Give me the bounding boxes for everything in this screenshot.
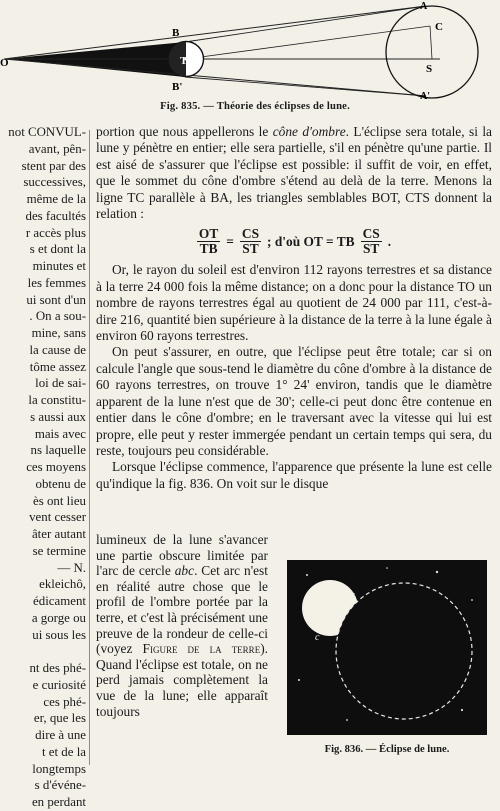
left-column-line: successives, xyxy=(23,175,86,190)
left-column-line: s et dont la xyxy=(29,242,86,257)
paragraph-5 xyxy=(96,532,268,719)
left-column-line: édicament xyxy=(33,594,86,608)
numerator: OT xyxy=(198,226,219,242)
left-column-line: — N. xyxy=(57,560,86,575)
left-column-line: la cause de xyxy=(29,342,86,357)
label-O: O xyxy=(0,57,9,69)
cross-reference: Figure de la terre xyxy=(142,641,261,657)
text-span: . Cet arc n'est en réalité autre chose que le profil de l'ombre portée par la terre, et c'est là précisément une preuve de la rondeur de celle-ci (voyez xyxy=(96,563,268,657)
left-column-line: la constitu- xyxy=(28,393,86,407)
left-column-line: a gorge ou xyxy=(31,610,86,625)
left-column-line: mais avec xyxy=(34,426,86,441)
label-b: b xyxy=(335,614,340,625)
left-column-line: t et de la xyxy=(41,744,86,759)
line-BA xyxy=(185,6,426,42)
numerator: CS xyxy=(241,226,260,242)
left-column-line: obtenu de xyxy=(35,476,86,491)
paragraph-4: Lorsque l'éclipse commence, l'apparence que présente la lune est celle qu'indique la fig. 836. On voit sur le disque xyxy=(96,459,492,491)
star xyxy=(471,599,473,601)
left-column-line: . On a sou- xyxy=(29,309,86,324)
figure-835-caption: Fig. 835. — Théorie des éclipses de lune. xyxy=(160,101,350,112)
earth-shadow xyxy=(336,583,472,719)
left-column-line: mine, sans xyxy=(31,326,86,340)
label-A-prime: A' xyxy=(420,91,430,102)
label-T: T xyxy=(180,55,188,67)
left-column-line: les femmes xyxy=(27,275,86,290)
text-span: . L'éclipse sera totale, si la lune y pénètre en entier; elle sera partielle, s'il en pénètre qu'une partie. Il est aisé de s'assurer que l'éclipse est possible: il suffit de voir, en effet, que le sommet du cône d'ombre s'étend au delà de la terre. Menons la ligne TC parallèle à BA, les triangles semblables BOT, CTS donnent la relation : xyxy=(96,124,492,222)
star xyxy=(386,567,388,569)
denominator: ST xyxy=(362,241,380,257)
left-column-line: tôme assez xyxy=(29,359,86,374)
line-BA-prime xyxy=(185,77,426,96)
line-CS xyxy=(430,26,432,59)
fraction-cs-st xyxy=(240,227,261,256)
star xyxy=(298,679,300,681)
emphasis-cone: cône d'ombre xyxy=(272,124,346,139)
star xyxy=(346,719,348,721)
left-column-line: se termine xyxy=(32,543,86,558)
left-column-line: vent cesser xyxy=(29,510,86,525)
narrow-column xyxy=(96,532,268,719)
left-column-line: minutes et xyxy=(32,259,86,273)
equation xyxy=(96,227,492,256)
left-column-line: s d'événe- xyxy=(34,778,86,793)
numerator: CS xyxy=(362,226,380,242)
left-column-line: er, que les xyxy=(33,711,86,726)
star xyxy=(306,574,308,576)
left-column-line: s aussi aux xyxy=(30,409,86,424)
fraction-cs-st-2 xyxy=(361,227,382,256)
label-a: a xyxy=(350,590,355,601)
lunar-eclipse-illustration xyxy=(287,560,487,735)
left-column-line: loi de sai- xyxy=(35,376,86,391)
equation-end: . xyxy=(387,233,392,249)
tangent-line-lower xyxy=(4,59,426,96)
left-column-line: e curiosité xyxy=(32,677,86,692)
label-B: B xyxy=(172,27,180,39)
left-column-line: ui sous les xyxy=(32,627,86,642)
paragraph-3: On peut s'assurer, en outre, que l'éclipse peut être totale; car si on calcule l'angle que sous-tend le diamètre du cône d'ombre à la distance de 60 rayons terrestres, on trouve 1° 24' environ, tandis que le diamètre apparent de la lune n'est que de 30'; celle-ci peut donc être contenue en entier dans le cône d'ombre; en le traversant avec la vitesse qui lui est propre, elle peut y rester immergée pendant un certain temps qui sera, du reste, toujours peu considérable. xyxy=(96,344,492,458)
sun-circle xyxy=(386,6,478,98)
left-column-line: ces phé- xyxy=(43,694,86,709)
label-B-prime: B' xyxy=(172,81,183,93)
eclipse-theory-diagram xyxy=(0,0,500,100)
fraction-ot-tb xyxy=(197,227,220,256)
left-column-line: avant, pên- xyxy=(28,141,86,156)
line-TC xyxy=(186,26,430,59)
left-column-line: des facultés xyxy=(25,208,86,223)
figure-836-caption: Fig. 836. — Éclipse de lune. xyxy=(324,744,450,755)
text-span: lumineux de la lune s'avancer une partie obscure limitée par l'arc de cercle xyxy=(96,532,268,579)
left-column-line: ès ont lieu xyxy=(33,493,86,508)
left-column-line: not CONVUL- xyxy=(8,125,86,139)
label-S: S xyxy=(426,63,433,75)
left-column-line xyxy=(0,643,86,660)
star xyxy=(436,571,438,573)
denominator: ST xyxy=(242,241,259,257)
left-column-line: stent par des xyxy=(21,158,86,173)
emphasis-abc: abc xyxy=(174,563,195,579)
left-column-line: même de la xyxy=(26,192,86,206)
label-c: c xyxy=(315,632,320,643)
left-column-line: ui sont d'un xyxy=(26,292,86,307)
left-column-line: nt des phé- xyxy=(29,661,86,675)
tangent-line-upper xyxy=(4,6,426,59)
equation-text: ; d'où OT = TB xyxy=(267,233,355,249)
star xyxy=(461,709,463,711)
main-column xyxy=(96,124,492,492)
label-C: C xyxy=(435,21,443,33)
text-span: portion que nous appellerons le xyxy=(96,124,273,139)
column-divider xyxy=(89,130,90,765)
left-column xyxy=(0,124,86,809)
left-column-line: dire à une xyxy=(35,728,86,742)
left-column-line: ekleichô, xyxy=(39,577,86,592)
text-span: ). Quand l'éclipse est totale, on ne perd jamais complètement la vue de la lune; elle apparaît toujours xyxy=(96,641,268,719)
left-column-line: r accès plus xyxy=(25,225,86,240)
label-A: A xyxy=(420,1,428,12)
left-column-line: longtemps xyxy=(32,761,86,776)
paragraph-1 xyxy=(96,124,492,222)
denominator: TB xyxy=(199,241,218,257)
left-column-line: en perdant xyxy=(31,795,86,809)
left-column-line: âter autant xyxy=(31,527,86,541)
left-column-line: ns laquelle xyxy=(30,443,86,458)
left-column-line: ces moyens xyxy=(26,460,86,474)
paragraph-2: Or, le rayon du soleil est d'environ 112 rayons terrestres et sa distance à la terre 24 000 fois la même distance; on a donc pour la distance TO un nombre de rayons terrestres égal au quotient de 24 000 par 111, c'est-à-dire 216, quantité bien supérieure à la distance de la terre à la lune égale à environ 60 rayons terrestres. xyxy=(96,262,492,344)
equals-sign: = xyxy=(226,233,234,249)
